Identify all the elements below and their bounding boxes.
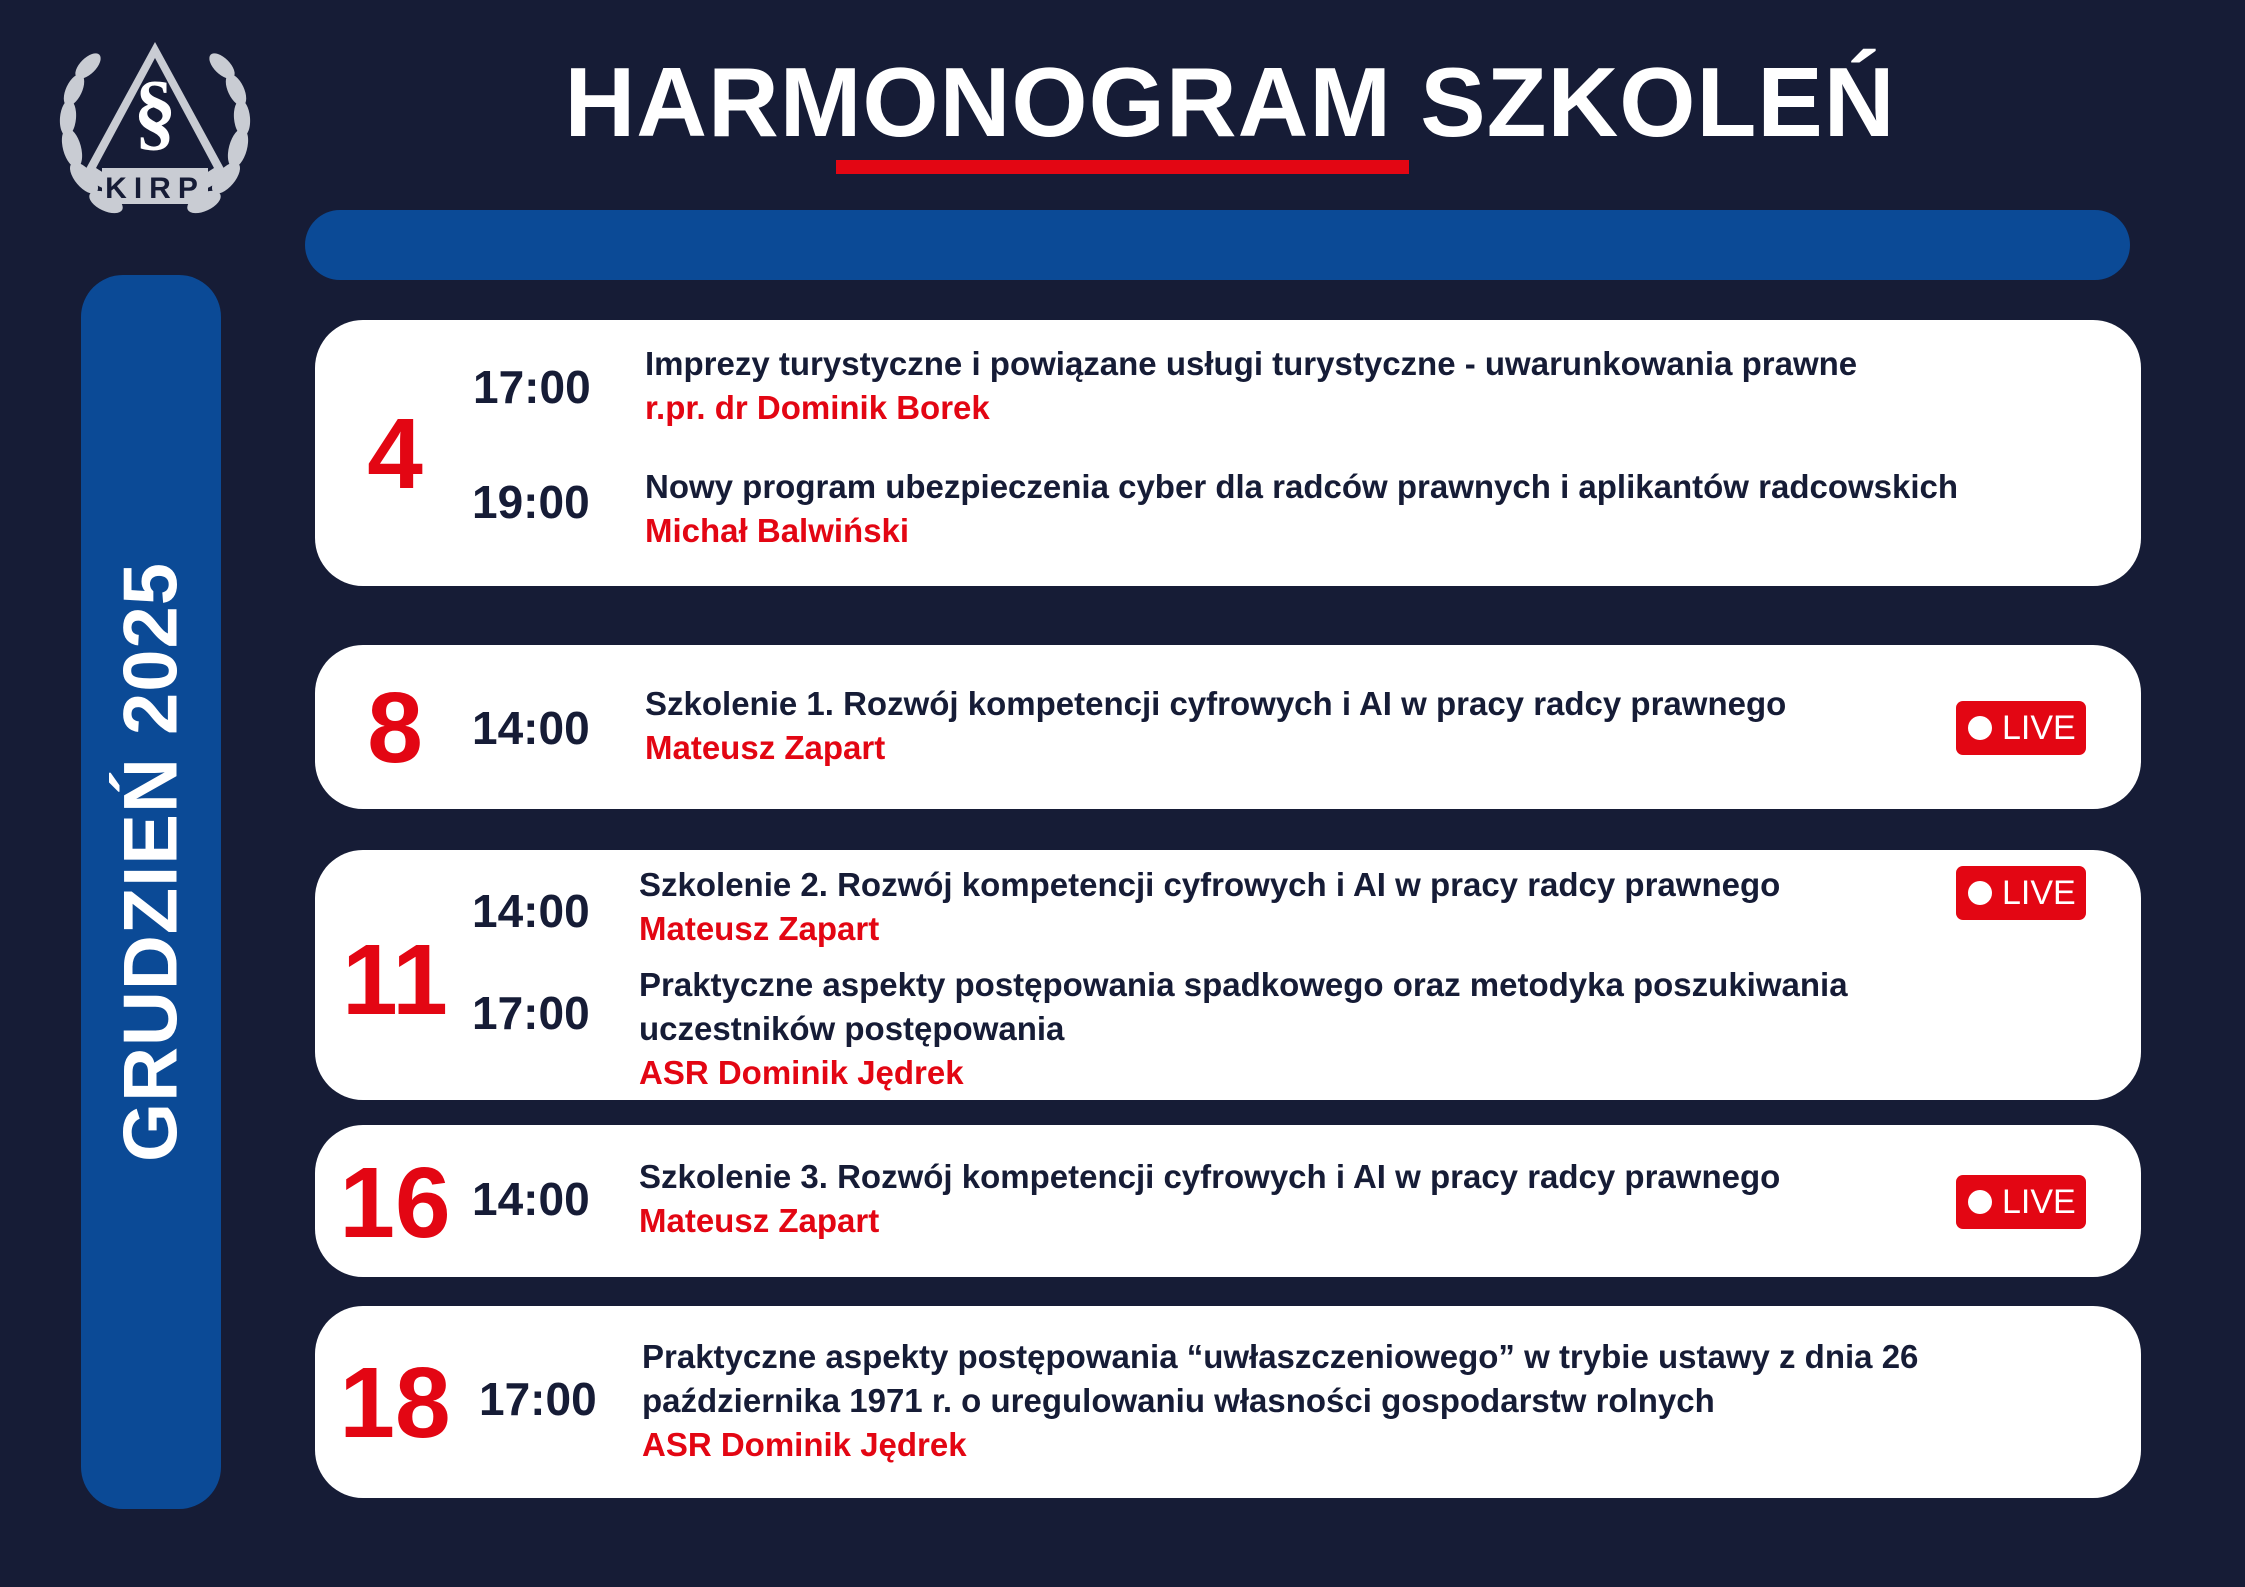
event-title-line: października 1971 r. o uregulowaniu własności gospodarstw rolnych [642, 1382, 1715, 1419]
event-speaker: ASR Dominik Jędrek [642, 1426, 967, 1463]
record-dot-icon [1968, 1190, 1992, 1214]
event-time: 14:00 [472, 702, 590, 754]
day-card-4 [315, 320, 2141, 586]
live-badge: LIVE [1956, 1175, 2086, 1229]
day-card-16 [315, 1125, 2141, 1277]
event-time: 17:00 [473, 361, 591, 413]
event-speaker: ASR Dominik Jędrek [639, 1054, 964, 1091]
month-label: GRUDZIEŃ 2025 [108, 561, 194, 1163]
day-number: 18 [339, 1347, 451, 1459]
event-title: Szkolenie 1. Rozwój kompetencji cyfrowych i AI w pracy radcy prawnego [645, 685, 1787, 722]
event-time: 19:00 [472, 476, 590, 528]
paragraph-icon: § [133, 63, 177, 159]
event-time: 14:00 [472, 885, 590, 937]
event-title: Szkolenie 3. Rozwój kompetencji cyfrowych i AI w pracy radcy prawnego [639, 1158, 1781, 1195]
event-speaker: Michał Balwiński [645, 512, 910, 549]
event-speaker: Mateusz Zapart [639, 910, 880, 947]
day-number: 11 [342, 924, 448, 1036]
day-card-18 [315, 1306, 2141, 1498]
record-dot-icon [1968, 881, 1992, 905]
day-number: 16 [339, 1147, 451, 1259]
event-title-line: uczestników postępowania [639, 1010, 1065, 1047]
record-dot-icon [1968, 716, 1992, 740]
event-speaker: Mateusz Zapart [639, 1202, 880, 1239]
event-title: Imprezy turystyczne i powiązane usługi turystyczne - uwarunkowania prawne [645, 345, 1858, 382]
day-card-11 [315, 850, 2141, 1100]
event-speaker: Mateusz Zapart [645, 729, 886, 766]
event-title: Nowy program ubezpieczenia cyber dla radców prawnych i aplikantów radcowskich [645, 468, 1959, 505]
event-title-line: Praktyczne aspekty postępowania spadkowego oraz metodyka poszukiwania [639, 966, 1848, 1003]
live-badge: LIVE [1956, 866, 2086, 920]
event-time: 14:00 [472, 1173, 590, 1225]
page-title: HARMONOGRAM SZKOLEŃ [564, 47, 1896, 157]
event-time: 17:00 [472, 987, 590, 1039]
event-title: Szkolenie 2. Rozwój kompetencji cyfrowych i AI w pracy radcy prawnego [639, 866, 1781, 903]
day-card-8 [315, 645, 2141, 809]
kirp-logo [50, 28, 260, 238]
header-bar [305, 210, 2130, 280]
title-underline [836, 160, 1409, 174]
day-number: 4 [367, 398, 423, 510]
event-speaker: r.pr. dr Dominik Borek [645, 389, 990, 426]
event-time: 17:00 [479, 1373, 597, 1425]
event-title-line: Praktyczne aspekty postępowania “uwłaszczeniowego” w trybie ustawy z dnia 26 [642, 1338, 1919, 1375]
live-badge: LIVE [1956, 701, 2086, 755]
day-number: 8 [367, 672, 423, 784]
logo-text: KIRP [105, 172, 205, 205]
